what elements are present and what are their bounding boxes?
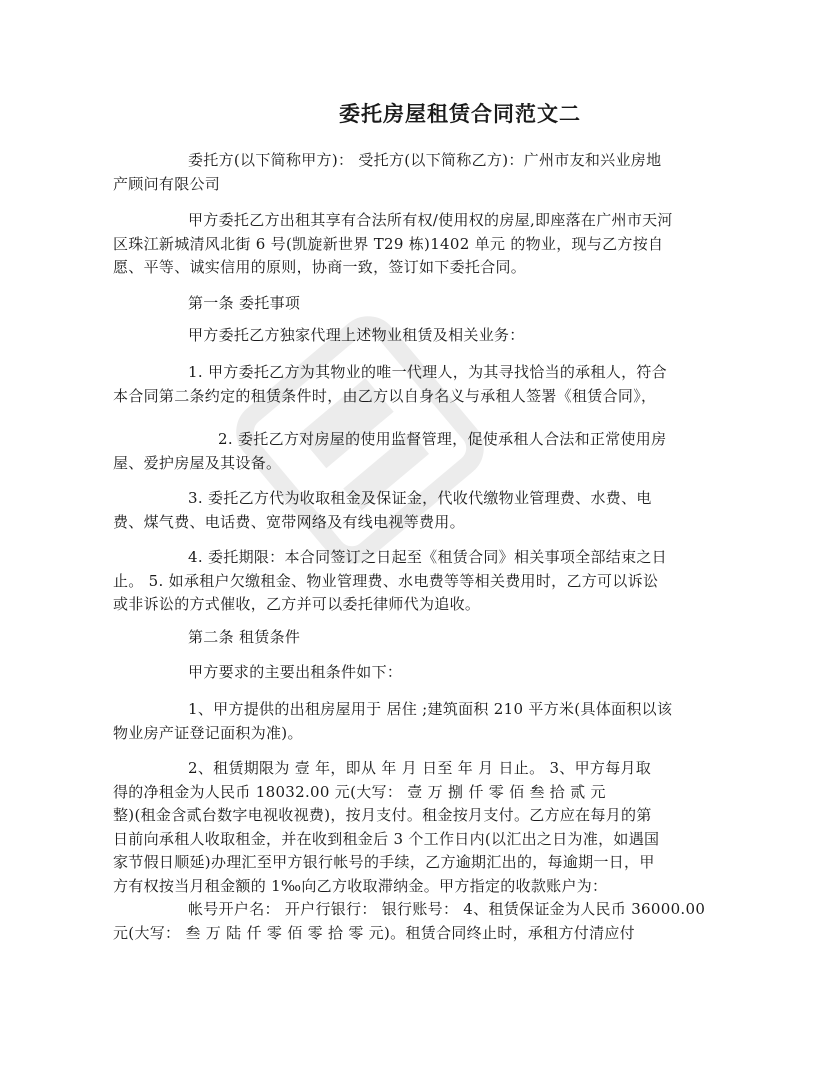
paragraph-scope: 甲方委托乙方独家代理上述物业租赁及相关业务： xyxy=(188,326,525,344)
paragraph-intro: 甲方委托乙方出租其享有合法所有权/使用权的房屋,即座落在广州市天河 区珠江新城清风北街 6 号(凯旋新世界 T29 栋)1402 单元 的物业，现与乙方按自 愿、平等、诚实信用的原则，协商一致，签订如下委托合同。 xyxy=(113,211,673,276)
section-heading-2: 第二条 租赁条件 xyxy=(188,628,301,646)
clause-1-2: 2. 委托乙方对房屋的使用监督管理，促使承租人合法和正常使用房 屋、爱护房屋及其设备。 xyxy=(113,430,667,472)
section-heading-1: 第一条 委托事项 xyxy=(188,294,301,312)
clause-2-2: 2、租赁期限为 壹 年，即从 年 月 日至 年 月 日止。 3、甲方每月取 得的净租金为人民币 18032.00 元(大写： 壹 万 捌 仟 零 佰 叁 拾 贰 元 整)(租金含贰台数字电视收视费)，按月支付。租金按月支付。乙方应在每月的第 日前向承租人收取租金，并在收到租金后 3 个工作日内(以汇出之日为准，如遇国 家节假日顺延)办理汇至甲方银行帐号的手续，乙方逾期汇出的，每逾期一日，甲 方有权按当月租金额的 1‰向乙方收取滞纳金。甲方指定的收款账户为： xyxy=(113,759,660,895)
clause-1-4: 4. 委托期限：本合同签订之日起至《租赁合同》相关事项全部结束之日 止。 5. 如承租户欠缴租金、物业管理费、水电费等等相关费用时，乙方可以诉讼 或非诉讼的方式催收，乙方并可以委托律师代为追收。 xyxy=(113,548,667,613)
paragraph-conditions: 甲方要求的主要出租条件如下： xyxy=(188,663,403,681)
paragraph-parties: 委托方(以下简称甲方)： 受托方(以下简称乙方)：广州市友和兴业房地 产顾问有限公司 xyxy=(113,151,662,193)
clause-2-1: 1、甲方提供的出租房屋用于 居住 ;建筑面积 210 平方米(具体面积以该 物业房产证登记面积为准)。 xyxy=(113,700,673,742)
document-title: 委托房屋租赁合同范文二 xyxy=(339,101,581,126)
clause-1-1: 1. 甲方委托乙方为其物业的唯一代理人，为其寻找恰当的承租人，符合 本合同第二条约定的租赁条件时，由乙方以自身名义与承租人签署《租赁合同》， xyxy=(113,363,667,405)
clause-1-3: 3. 委托乙方代为收取租金及保证金，代收代缴物业管理费、水费、电 费、煤气费、电话费、宽带网络及有线电视等费用。 xyxy=(113,489,652,531)
clause-2-4: 帐号开户名： 开户行银行： 银行账号： 4、租赁保证金为人民币 36000.00 元(大写： 叁 万 陆 仟 零 佰 零 拾 零 元)。租赁合同终止时，承租方付清应付 xyxy=(113,900,706,942)
